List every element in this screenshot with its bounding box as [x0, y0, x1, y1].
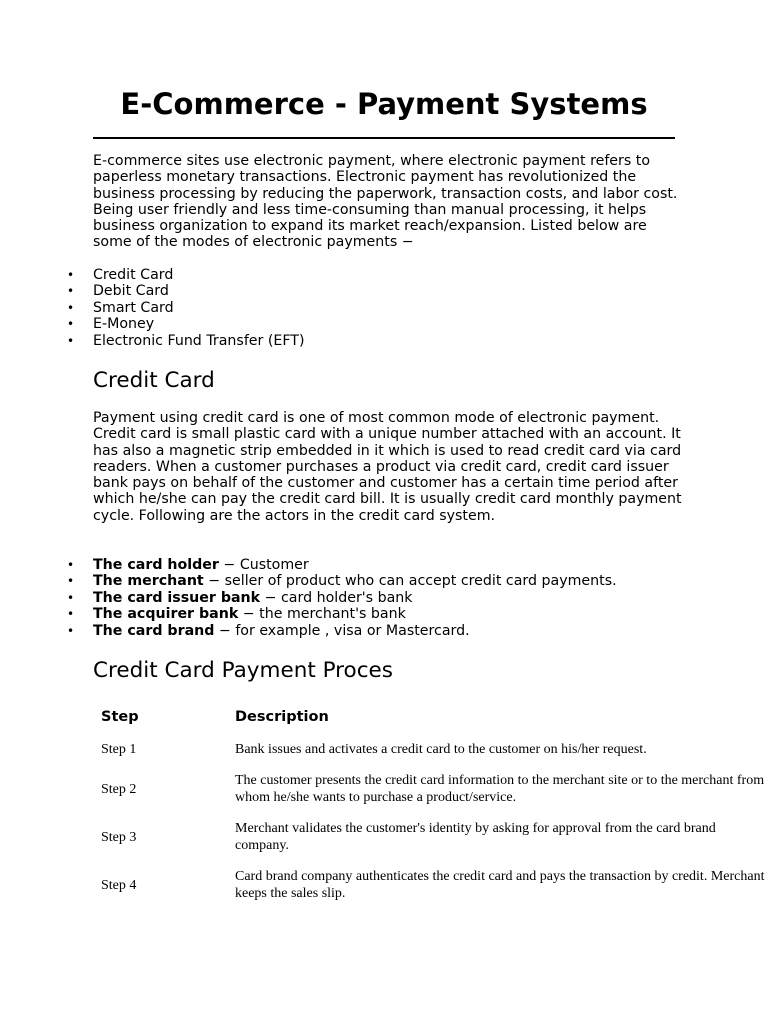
- list-item: • Electronic Fund Transfer (EFT): [93, 333, 305, 349]
- list-item: • Credit Card: [93, 267, 305, 283]
- payment-modes-list: [93, 267, 305, 349]
- actor-term: The card holder: [93, 557, 219, 573]
- table-cell-description: Merchant validates the customer's identity by asking for approval from the card brand company.: [235, 821, 716, 853]
- column-header-description: Description: [235, 709, 329, 725]
- actor-term: The card issuer bank: [93, 589, 261, 606]
- actors-list: [93, 557, 617, 639]
- list-item: • Debit Card: [93, 283, 305, 299]
- table-cell-description: The customer presents the credit card information to the merchant site or to the merchant from whom he/she wants to purchase a product/service.: [235, 773, 765, 805]
- list-item: [93, 623, 617, 639]
- table-cell-step: Step 3: [101, 830, 137, 845]
- actor-term: The merchant: [93, 573, 204, 590]
- actor-desc: − for example , visa or Mastercard.: [214, 622, 470, 639]
- table-cell-description: Bank issues and activates a credit card to the customer on his/her request.: [235, 742, 647, 757]
- column-header-step: Step: [101, 709, 139, 725]
- list-item: • E-Money: [93, 316, 305, 332]
- list-item: [93, 557, 617, 573]
- table-cell-description: Card brand company authenticates the credit card and pays the transaction by credit. Merchant keeps the sales slip.: [235, 869, 765, 901]
- credit-card-paragraph: Payment using credit card is one of most common mode of electronic payment. Credit card is small plastic card with a unique number attached with an account. It has also a magnetic strip embedded in it which is used to read credit card via card readers. When a customer purchases a product via credit card, credit card issuer bank pays on behalf of the customer and customer has a certain time period after which he/she can pay the credit card bill. It is usually credit card monthly payment cycle. Following are the actors in the credit card system.: [93, 410, 682, 524]
- table-cell-step: Step 4: [101, 878, 137, 893]
- table-cell-step: Step 2: [101, 782, 137, 797]
- page-title: E-Commerce - Payment Systems: [120, 87, 648, 121]
- actor-desc: − card holder's bank: [260, 589, 413, 606]
- payment-process-heading: Credit Card Payment Proces: [93, 658, 393, 683]
- list-item: [93, 573, 617, 589]
- list-item: [93, 590, 617, 606]
- intro-paragraph: E-commerce sites use electronic payment, where electronic payment refers to paperless monetary transactions. Electronic payment has revolutionized the business processing by reducing the paperwork, transaction costs, and labor cost. Being user friendly and less time-consuming than manual processing, it helps business organization to expand its market reach/expansion. Listed below are some of the modes of electronic payments −: [93, 153, 678, 251]
- list-item: • Smart Card: [93, 300, 305, 316]
- actor-desc: − seller of product who can accept credit card payments.: [203, 573, 617, 590]
- table-cell-step: Step 1: [101, 742, 137, 757]
- actor-desc: − the merchant's bank: [238, 606, 406, 623]
- actor-term: The card brand: [93, 622, 215, 639]
- list-item: [93, 606, 617, 622]
- actor-desc: − Customer: [218, 557, 309, 573]
- title-divider: [93, 137, 675, 139]
- actor-term: The acquirer bank: [93, 606, 239, 623]
- credit-card-heading: Credit Card: [93, 368, 215, 393]
